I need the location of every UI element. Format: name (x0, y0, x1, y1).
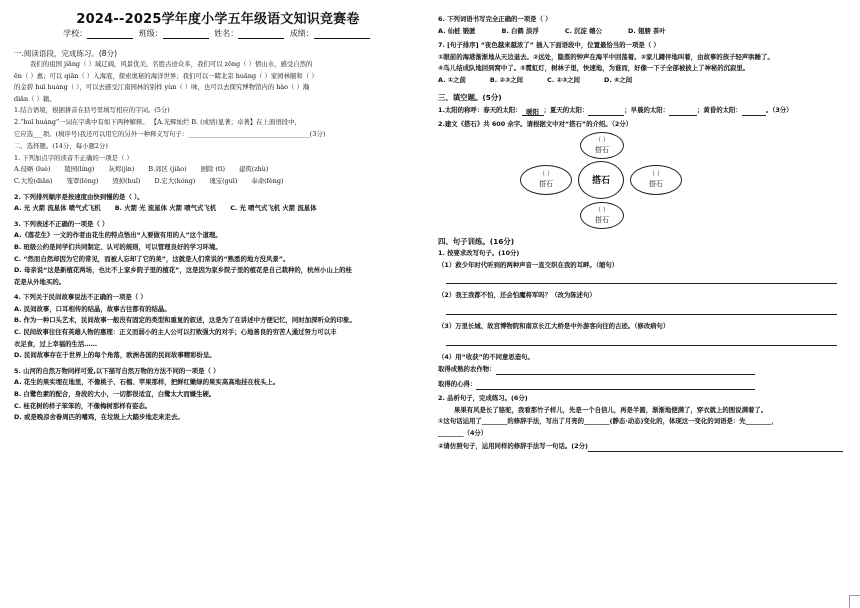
harvest-mind-blank[interactable] (476, 380, 755, 390)
diagram-node-left[interactable] (520, 165, 572, 195)
q2-sub2: ②请仿照句子，运用同样的修辞手法写一句话。(2分) (438, 441, 588, 450)
q1-score: 。（3分） (765, 105, 793, 114)
q3-option-a[interactable]: A.《落花生》一文的作者由花生的特点悟出“人要做有用的人”这个道理。 (14, 231, 222, 240)
q1-options-row2 (14, 176, 422, 188)
diagram-paren: （ ） (539, 171, 553, 179)
diagram-label: 搭石 (649, 180, 663, 189)
q1-prefix: 1.太阳的称呼：春天的太阳： (438, 105, 522, 114)
option[interactable]: C. 沉淀 嬉公 (564, 26, 602, 35)
option[interactable]: D. 翅膀 茶叶 (627, 26, 666, 35)
q3-option-b[interactable]: B. 班级公约是同学们共同制定、认可的规则，可以管理良好的学习环境。 (14, 242, 222, 251)
student-info-row (14, 28, 422, 39)
option: 瑰宝(guī) (209, 176, 238, 185)
dusk-sun-blank[interactable] (742, 106, 766, 116)
q1-text: 1. 下列加点字的读音不正确的一项是（ ） (14, 153, 133, 162)
diagram-paren: （ ） (649, 171, 663, 179)
q7-text: 7. [句子排序] “夜色越来越浓了” 插入下面语段中，位置最恰当的一项是（ ） (438, 41, 660, 50)
spring-sun-answer[interactable]: 暖阳 (522, 106, 544, 116)
q1-morning: ；早晨的太阳： (624, 105, 670, 114)
section2-heading: 二、选择题。(14分，每小题2分) (14, 142, 108, 151)
option[interactable]: B.郊区 (jiāo) (148, 165, 187, 174)
q3-option-c[interactable]: C. “然而自然却因为它的常见，而被人忘却了它的美”，这就是人们常说的“熟悉的地方没风景”。 (14, 254, 290, 263)
q2-text: 2. 下列排列顺序是按速度由快到慢的是（ ）。 (14, 192, 144, 201)
name-label: 姓名： (214, 29, 239, 38)
section4-q1: 1. 按要求改写句子。(10分) (438, 249, 520, 258)
option: 奉命(fèng) (251, 176, 284, 185)
section1-line: 我们的祖国 jiāng（ ）域辽阔，风景优美。名胜古迹众多，我们可以 zōng（ ）情山水，感受自然的 (30, 60, 313, 68)
section3-q1 (438, 104, 843, 116)
diagram-paren: （ ） (595, 207, 609, 215)
section1-heading: 一.阅读语段，完成练习。(8分) (14, 49, 118, 58)
option: 毁掉(huǐ) (112, 176, 141, 185)
q4-option-b[interactable]: B. 作为一种口头艺术，民间故事一般没有固定的类型和重复的叙述，这是为了在讲述中方便记忆，同时加深听众的印象。 (14, 316, 356, 325)
diagram-node-right[interactable] (630, 165, 682, 195)
option: 笼罩(lǒng) (66, 176, 99, 185)
class-field[interactable] (163, 30, 209, 39)
diagram-node-top[interactable] (580, 132, 624, 159)
diagram-node-center (578, 161, 624, 199)
q5-option-c[interactable]: C. 桂花树的样子笨笨的，不像梅树那样有姿态。 (14, 401, 152, 410)
section3-heading: 三、填空题。(5分) (438, 92, 502, 102)
school-field[interactable] (87, 30, 133, 39)
harvest-obj-blank[interactable] (496, 365, 755, 375)
q5-option-b[interactable]: B. 白鹭色素的配合，身段的大小，一切都很适宜，白鹭太大而嫌生硬。 (14, 390, 216, 399)
q7-options (438, 75, 843, 87)
q6-options (438, 26, 843, 38)
right-column (438, 14, 843, 452)
option: 剧除 (tī) (200, 165, 226, 174)
q7-passage: ④鸟儿结成队地回到窝中了。⑤霓虹灯，树林子里，快速地，为谁而，好像一下子全部被披上了神秘的沉寂里。 (438, 64, 750, 73)
diagram-label: 搭石 (595, 146, 609, 155)
score-label: 成绩： (289, 29, 314, 38)
q3-option-d[interactable]: D. 母亲说“这是新植花两场，也比不上家乡院子里的植花”，这是因为家乡院子里的植花是自己栽种的，杭州小山上的桂 (14, 266, 352, 275)
section1-question: 它应选___项。(填序号)我还可以用它的另外一种释义写句子：______________________________________(3分) (14, 129, 326, 138)
class-label: 班级： (138, 29, 163, 38)
option[interactable]: C. ②③之间 (547, 75, 581, 84)
q4-option-a[interactable]: A. 民间故事，口耳相传的结晶，故事古往都有的结晶。 (14, 304, 171, 313)
q4-option-d[interactable]: D. 民间故事存在于世界上的每个角落，欧洲各国的民间故事精彩纷呈。 (14, 351, 216, 360)
section4-q2: 2. 品析句子，完成练习。(6分) (438, 394, 528, 403)
section1-line: diǎn（ ）籍。 (14, 94, 56, 103)
imitate-blank[interactable] (588, 442, 843, 452)
diagram-paren: （ ） (595, 137, 609, 145)
section1-line: ēn（ ）惠；可以 qiān（ ）入海底，探索奥秘的海洋世界；我们可以一睹北京 huāng（ ）家园林颐和（ ） (14, 71, 318, 80)
school-label: 学校： (63, 29, 88, 38)
diagram-label: 搭石 (595, 216, 609, 225)
answer-line[interactable] (446, 333, 837, 346)
q5-text: 5. 山河的自然万物同样可爱,以下描写自然万物的方法不同的一项是（ ） (14, 366, 220, 375)
section1-question: 2.“huī huáng”一词在字典中有如下两种解释。 【A.光辉灿烂 B. (成绩)显著；卓著】在上面语段中， (14, 117, 301, 126)
harvest-obj-label: 取得成熟的农作物： (438, 365, 496, 374)
page-corner-mark (849, 595, 860, 608)
diagram-label: 搭石 (539, 180, 553, 189)
option[interactable]: C.大殓(diǎn) (14, 176, 53, 185)
option[interactable]: C. 光 喷气式飞机 火箭 流星体 (230, 204, 317, 213)
option[interactable]: A. 光 火箭 流星体 喷气式飞机 (14, 204, 101, 213)
option: 建筑(zhù) (239, 165, 269, 174)
section1-question: 1.结合语境，根据拼音在括号里填写相应的字词。(5分) (14, 106, 170, 115)
q1-options-row1 (14, 164, 422, 176)
diagram-center-label: 搭石 (591, 176, 610, 187)
answer-line[interactable] (446, 271, 837, 284)
left-column (14, 26, 422, 424)
option[interactable]: B. 白鹤 淡浮 (501, 26, 539, 35)
harvest-row-1 (438, 363, 843, 375)
q1-dusk: ；黄昏的太阳： (697, 105, 742, 114)
q2-sub1-cont: ________（4分） (438, 428, 488, 437)
q5-option-d[interactable]: D. 或是晚凉舍眷周匹的嗜鸡，在垃圾上大踏步地走来走去。 (14, 413, 184, 422)
q6-text: 6. 下列词语书写完全正确的一项是（ ） (438, 15, 552, 23)
section1-line: 的金碧 huī huáng（ ），可以去感受江南园林的别样 yùn（ ）味，也可以去探究博物馆内的 hào（ ）瀚 (14, 83, 310, 92)
rewrite-1: （1）救少年时代听到的两种声音一直交织在我的耳畔。（缩句） (438, 260, 619, 269)
option[interactable]: D.宏大(hóng) (154, 176, 196, 185)
section4-heading: 四、句子训练。(16分) (438, 237, 515, 247)
section3-q2: 2.建文《搭石》共 600 余字。请根据文中对“搭石”的介绍。（2分） (438, 119, 633, 128)
option: 陵园(líng) (64, 165, 95, 174)
q3-option-d-cont: 花是从外地买的。 (14, 277, 66, 286)
option[interactable]: B. 火箭 光 流星体 火箭 喷气式飞机 (114, 204, 217, 213)
q4-option-c-cont: 衣足食，过上幸福的生活…… (14, 339, 98, 348)
option: 灰烬(jìn) (108, 165, 135, 174)
q2-sub1: ①这句话运用了________的修辞手法，写出了月亮的________(静态·动态)变化的，体现这一变化的词语是：先________， (438, 417, 778, 426)
summer-sun-blank[interactable] (588, 106, 624, 116)
option[interactable]: D. ④之间 (604, 75, 633, 84)
option[interactable]: A. ①之前 (438, 75, 466, 84)
score-field[interactable] (314, 30, 370, 39)
page-title: 2024--2025学年度小学五年级语文知识竞赛卷 (76, 12, 360, 27)
morning-sun-blank[interactable] (669, 106, 697, 116)
q5-option-a[interactable]: A. 花生的果实埋在地里，不像桃子、石榴、苹果那样，把鲜红嫩绿的果实高高地挂在枝头上。 (14, 378, 280, 387)
option[interactable]: A.侵略 (luè) (14, 165, 51, 174)
rewrite-4: （4）用“收获”的不同意思造句。 (438, 352, 534, 361)
q4-text: 4. 下列关于民间故事说法不正确的一项是（ ） (14, 293, 147, 302)
q7-passage: ①眼前的海港渐渐地从天边退去。②远处，隐蒸的钟声在海平中回荡着。③家儿蹲伴地叫着，由故事的孩子轻声哄睡了。 (438, 52, 774, 61)
q2-options (14, 203, 422, 215)
option[interactable]: A. 仙桩 锻匿 (438, 26, 476, 35)
q4-option-c[interactable]: C. 民间故事往往有英雄人物的惠理：正义而弱小的主人公可以打败强大的对手；心地善良的穷苦人通过努力可以丰 (14, 328, 337, 337)
name-field[interactable] (238, 30, 284, 39)
rewrite-2: （2）我王我都不怕，还会怕魔将军吗？（改为陈述句） (438, 291, 596, 300)
harvest-row-2 (438, 378, 843, 390)
q3-text: 3. 下列表述不正确的一项是（ ） (14, 219, 109, 228)
harvest-mind-label: 取得的心得： (438, 380, 477, 389)
answer-line[interactable] (446, 302, 837, 315)
dashi-diagram (438, 132, 843, 230)
rewrite-3: （3）万里长城、故宫博物院和南京长江大桥是中外游客向往的古迹。（修改病句） (438, 321, 670, 330)
q2-sub2-row (438, 440, 843, 452)
option[interactable]: B. ②③之间 (489, 75, 524, 84)
q1-summer: ；夏天的太阳： (543, 105, 589, 114)
diagram-node-bottom[interactable] (580, 202, 624, 229)
q2-passage: 果果有风是长了骆驼，我看那竹子样儿，先是一个自信儿，再是半圆，渐渐地便满了，穿衣就上的图说满着了。 (454, 405, 768, 414)
